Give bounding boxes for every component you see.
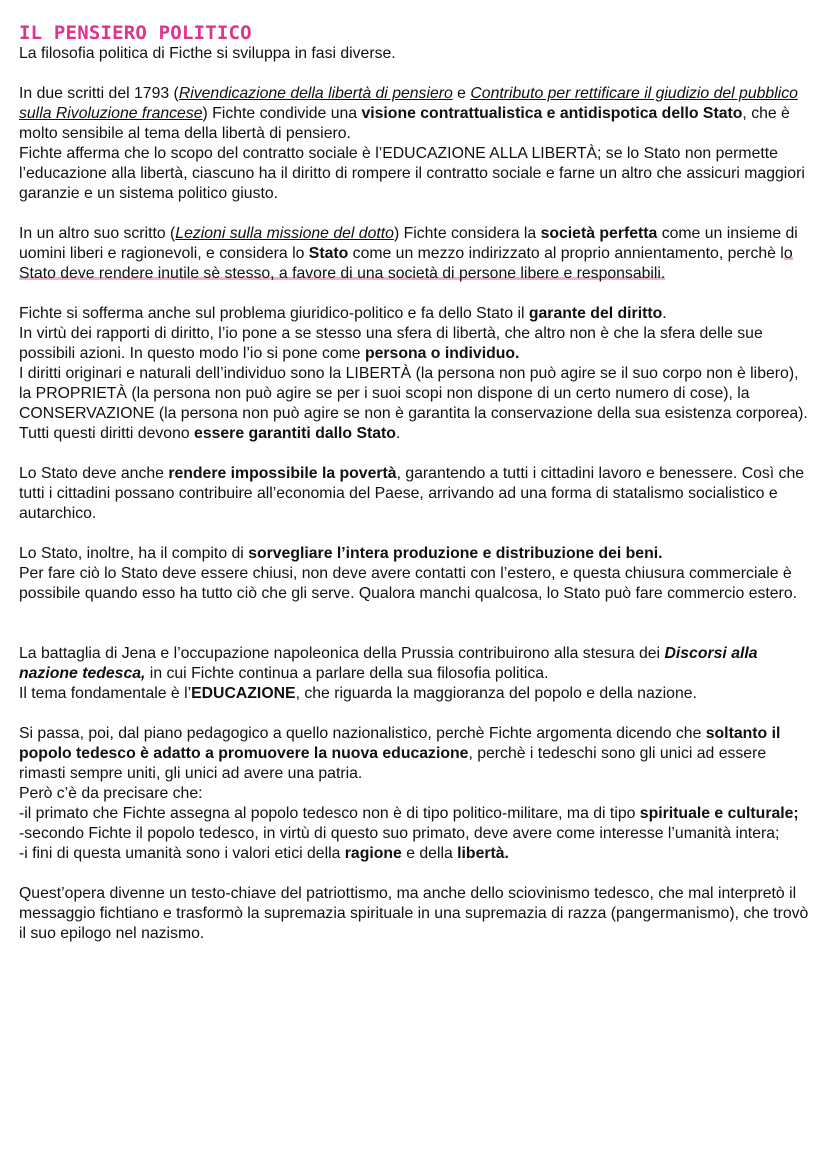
list-item: -il primato che Fichte assegna al popolo tedesco non è di tipo politico-militare, ma di tipo spirituale e culturale;: [19, 805, 799, 822]
section-produzione: Lo Stato, inoltre, ha il compito di sorvegliare l’intera produzione e distribuzione dei beni. Per fare ciò lo Stato deve essere chiusi, non deve avere contatti con l’estero, e questa chiusura commerciale è possibile quando esso ha tutto ciò che gli serve. Qualora manchi qualcosa, lo Stato può fare commercio estero.: [19, 545, 797, 602]
paragraph-poverta: Lo Stato deve anche rendere impossibile la povertà, garantendo a tutti i cittadini lavoro e benessere. Così che tutti i cittadini possano contribuire all’economia del Paese, arrivando ad una forma di statalismo socialistico e autarchico.: [19, 465, 805, 522]
work-title-contributo: Contributo per rettificare il giudizio del pubblico sulla Rivoluzione francese: [19, 85, 798, 122]
page-title: IL PENSIERO POLITICO: [19, 22, 252, 44]
section-nazionalismo: Si passa, poi, dal piano pedagogico a quello nazionalistico, perchè Fichte argomenta dicendo che soltanto il popolo tedesco è adatto a promuovere la nuova educazione, perchè i tedeschi sono gli unici ad essere rimasti sempre uniti, gli unici ad avere una patria. Però c’è da precisare che: -il primato che Fichte assegna al popolo tedesco non è di tipo politico-militare, ma di tipo spirituale e culturale; -secondo Fichte il popolo tedesco, in virtù di questo suo primato, deve avere come interesse l’umanità intera; -i fini di questa umanità sono i valori etici della ragione e della libertà.: [19, 724, 810, 864]
intro-paragraph: La filosofia politica di Ficthe si sviluppa in fasi diverse.: [19, 45, 396, 62]
paragraph-educazione-liberta: Fichte afferma che lo scopo del contratto sociale è l’EDUCAZIONE ALLA LIBERTÀ; se lo Stato non permette l’educazione alla libertà, ciascuno ha il diritto di rompere il contratto sociale e farne un altro che assicuri maggiori garanzie e un sistema politico giusto.: [19, 145, 805, 202]
section-discorsi: La battaglia di Jena e l’occupazione napoleonica della Prussia contribuirono alla stesura dei Discorsi alla nazione tedesca, in cui Fichte continua a parlare della sua filosofia politica. Il tema fondamentale è l’EDUCAZIONE, che riguarda la maggioranza del popolo e della nazione.: [19, 645, 758, 702]
bold-contrattualistica: visione contrattualistica e antidispotica dello Stato: [361, 105, 743, 122]
paragraph-conclusione: Quest’opera divenne un testo-chiave del patriottismo, ma anche dello sciovinismo tedesco, che mal interpretò il messaggio fichtiano e trasformò la supremazia spirituale in una supremazia di razza (pangermanismo), che trovò il suo epilogo nel nazismo.: [19, 885, 809, 942]
work-title-lezioni: Lezioni sulla missione del dotto: [175, 225, 394, 242]
section-1793-writings: [19, 84, 810, 204]
section-diritto: Fichte si sofferma anche sul problema giuridico-politico e fa dello Stato il garante del diritto. In virtù dei rapporti di diritto, l’io pone a se stesso una sfera di libertà, che altro non è che la sfera delle sue possibili azioni. In questo modo l’io si pone come persona o individuo. I diritti originari e naturali dell’individuo sono la LIBERTÀ (la persona non può agire se il suo corpo non è libero), la PROPRIETÀ (la persona non può agire se per i suoi scopi non dispone di un certo numero di cose), la CONSERVAZIONE (la persona non può agire se non è garantita la conservazione della sua esistenza corporea). Tutti questi diritti devono essere garantiti dallo Stato.: [19, 304, 810, 444]
list-item: -secondo Fichte il popolo tedesco, in virtù di questo suo primato, deve avere come interesse l’umanità intera;: [19, 825, 780, 842]
work-title-rivendicazione: Rivendicazione della libertà di pensiero: [178, 85, 453, 102]
paragraph-lezioni-dotto: In un altro suo scritto (Lezioni sulla missione del dotto) Fichte considera la società perfetta come un insieme di uomini liberi e ragionevoli, e considera lo Stato come un mezzo indirizzato al proprio annientamento, perchè lo Stato deve rendere inutile sè stesso, a favore di una società di persone libere e responsabili.: [19, 225, 798, 282]
highlighted-text: o Stato deve rendere inutile sè stesso, a favore di una società di persone libere e responsabili.: [19, 245, 793, 282]
paragraph-1793-writings: In due scritti del 1793 (Rivendicazione della libertà di pensiero e Contributo per rettificare il giudizio del pubblico sulla Rivoluzione francese) Fichte condivide una visione contrattualistica e antidispotica dello Stato, che è molto sensibile al tema della libertà di pensiero.: [19, 85, 798, 142]
list-item: -i fini di questa umanità sono i valori etici della ragione e della libertà.: [19, 845, 509, 862]
paragraph-diritti-originari: I diritti originari e naturali dell’individuo sono la LIBERTÀ (la persona non può agire se il suo corpo non è libero), la PROPRIETÀ (la persona non può agire se per i suoi scopi non dispone di un certo numero di cose), la CONSERVAZIONE (la persona non può agire se non è garantita la conservazione della sua esistenza corporea).: [19, 365, 808, 422]
work-title-discorsi: Discorsi alla nazione tedesca,: [19, 645, 758, 682]
